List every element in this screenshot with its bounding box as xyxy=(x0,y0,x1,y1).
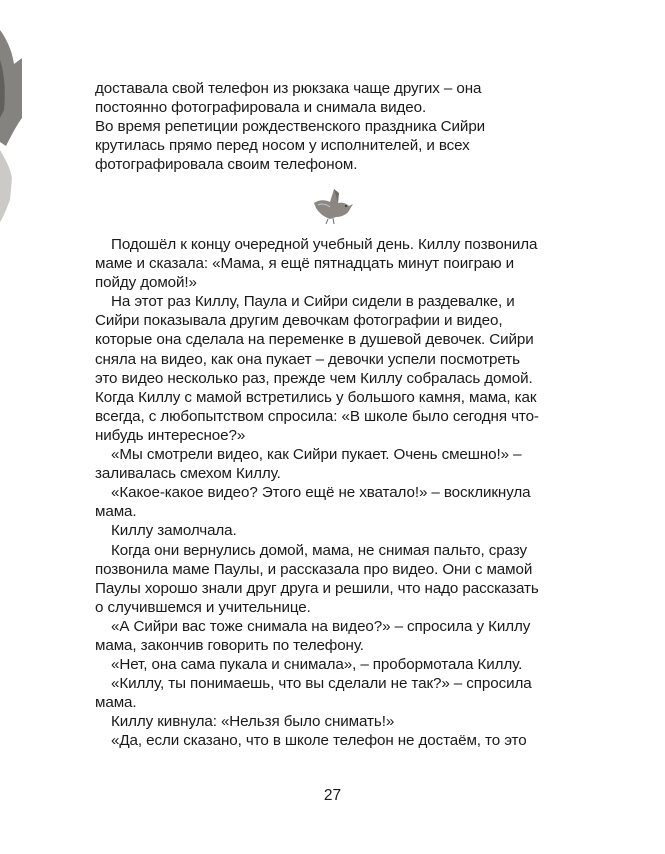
paragraph xyxy=(95,712,575,731)
text-line: крутилась прямо перед носом у исполнителей, и всех xyxy=(95,137,470,155)
text-line: Киллу кивнула: «Нельзя было снимать!» xyxy=(111,713,395,731)
text-line: «Да, если сказано, что в школе телефон не достаём, то это xyxy=(111,732,527,750)
text-line: всегда, с любопытством спросила: «В школе было сегодня что- xyxy=(95,407,539,425)
paragraph xyxy=(95,731,575,750)
paragraph-continuation xyxy=(95,311,575,445)
text-line: это видео несколько раз, прежде чем Киллу собралась домой. xyxy=(95,369,533,387)
text-line: Паулы хорошо знали друг друга и решили, что надо рассказать xyxy=(95,579,539,597)
paragraph-continuation xyxy=(95,464,575,483)
paragraph xyxy=(95,674,575,693)
text-line: «Киллу, ты понимаешь, что вы сделали не так?» – спросила xyxy=(111,675,532,693)
text-line: маме и сказала: «Мама, я ещё пятнадцать минут поиграю и xyxy=(95,255,515,273)
paragraph xyxy=(95,655,575,674)
paragraph xyxy=(95,235,575,254)
paragraph xyxy=(95,117,575,174)
text-line: которые она сделала на переменке в душевой девочек. Сийри xyxy=(95,331,534,349)
paragraph-continuation xyxy=(95,693,575,712)
text-line: «Какое-какое видео? Этого ещё не хватало!» – воскликнула xyxy=(111,484,531,502)
text-line: позвонила маме Паулы, и рассказала про видео. Они с мамой xyxy=(95,560,533,578)
text-line: «Мы смотрели видео, как Сийри пукает. Очень смешно!» – xyxy=(111,446,522,464)
illustration-fragment xyxy=(0,0,22,240)
bird-icon xyxy=(306,183,356,225)
text-line: нибудь интересное?» xyxy=(95,426,246,444)
illustration-fragment-icon xyxy=(0,0,22,240)
paragraph xyxy=(95,292,575,311)
text-line: о случившемся и учительнице. xyxy=(95,598,311,616)
text-line: пойду домой!» xyxy=(95,274,197,292)
text-line: мама. xyxy=(95,694,137,712)
text-line: мама. xyxy=(95,503,137,521)
text-line: Сийри показывала другим девочкам фотографии и видео, xyxy=(95,312,503,330)
paragraph xyxy=(95,483,575,502)
text-line: Киллу замолчала. xyxy=(111,522,237,540)
paragraph xyxy=(95,521,575,540)
text-line: Во время репетиции рождественского праздника Сийри xyxy=(95,118,486,136)
text-line: постоянно фотографировала и снимала видео. xyxy=(95,99,427,117)
paragraph-continuation xyxy=(95,636,575,655)
text-line: На этот раз Киллу, Паула и Сийри сидели в раздевалке, и xyxy=(111,293,515,311)
text-line: сняла на видео, как она пукает – девочки успели посмотреть xyxy=(95,350,520,368)
paragraph xyxy=(95,445,575,464)
paragraph-continuation xyxy=(95,560,575,617)
text-line: Когда Киллу с мамой встретились у большого камня, мама, как xyxy=(95,388,537,406)
text-line: «А Сийри вас тоже снимала на видео?» – спросила у Киллу xyxy=(111,617,531,635)
text-line: доставала свой телефон из рюкзака чаще других – она xyxy=(95,80,482,97)
paragraph xyxy=(95,79,575,117)
text-line: Когда они вернулись домой, мама, не снимая пальто, сразу xyxy=(111,541,527,559)
text-line: Подошёл к концу очередной учебный день. Киллу позвонила xyxy=(111,236,538,253)
top-text-block xyxy=(95,79,575,174)
text-line: заливалась смехом Киллу. xyxy=(95,465,281,483)
text-line: «Нет, она сама пукала и снимала», – пробормотала Киллу. xyxy=(111,656,523,674)
bird-divider xyxy=(306,183,356,225)
paragraph-continuation xyxy=(95,254,575,292)
paragraph xyxy=(95,541,575,560)
text-line: фотографировала своим телефоном. xyxy=(95,156,358,174)
paragraph xyxy=(95,617,575,636)
paragraph-continuation xyxy=(95,502,575,521)
main-text-block xyxy=(95,235,575,751)
page-number: 27 xyxy=(323,787,342,804)
text-line: мама, закончив говорить по телефону. xyxy=(95,636,364,654)
